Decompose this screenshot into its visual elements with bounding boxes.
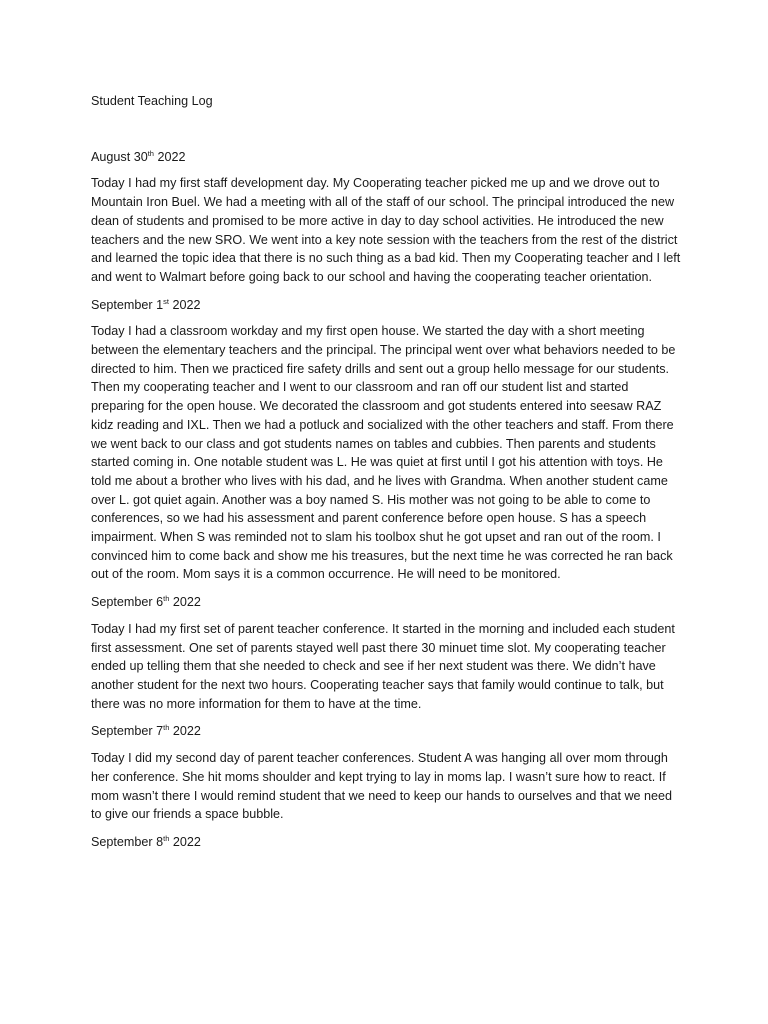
entry-date: September 7th 2022 (91, 723, 201, 739)
entry-date: September 6th 2022 (91, 594, 201, 610)
entry-body: Today I had a classroom workday and my first open house. We started the day with a short meeting between the elementary teachers and the principal. The principal went over what behaviors needed to be directed to him. Then we practiced fire safety drills and sent out a group hello message for our students. Then my cooperating teacher and I went to our classroom and ran off our student list and started preparing for the open house. We decorated the classroom and got students entered into seesaw RAZ kidz reading and IXL. Then we had a potluck and socialized with the other teachers and staff. From there we went back to our class and got students names on tables and cubbies. Then parents and students started coming in. One notable student was L. He was quiet at first until I got his attention with toys. He told me about a brother who lives with his dad, and he lives with Grandma. When another student came over L. got quiet again. Another was a boy named S. His mother was not going to be able to come to conferences, so we had his assessment and parent conference before open house. S has a speech impairment. When S was reminded not to slam his toolbox shut he got upset and ran out of the room. I convinced him to come back and show me his treasures, but the next time he was corrected he ran back out of the room. Mom says it is a common occurrence. He will need to be monitored. (91, 324, 676, 582)
entry-date: August 30th 2022 (91, 148, 186, 164)
entry-date: September 1st 2022 (91, 296, 201, 312)
entry-body: Today I had my first set of parent teacher conference. It started in the morning and included each student first assessment. One set of parents stayed well past there 30 minuet time slot. My cooperating teacher ended up telling them that she needed to check and see if her next student was there. We didn’t have another student for the next two hours. Cooperating teacher says that family would continue to talk, but there was no more information for them to have at the time. (91, 621, 675, 711)
document-content (91, 92, 681, 860)
document-title: Student Teaching Log (91, 94, 213, 108)
entry-body: Today I had my first staff development day. My Cooperating teacher picked me up and we drove out to Mountain Iron Buel. We had a meeting with all of the staff of our school. The principal introduced the new dean of students and promised to be more active in day to day school activities. He introduced the new teachers and the new SRO. We went into a key note session with the teachers from the rest of the district and learned the topic idea that there is no such thing as a bad kid. Then my Cooperating teacher and I left and went to Walmart before going back to our school and having the cooperating teacher orientation. (91, 176, 681, 284)
entry-body: Today I did my second day of parent teacher conferences. Student A was hanging all over mom through her conference. She hit moms shoulder and kept trying to lay in moms lap. I wasn’t sure how to react. If mom wasn’t there I would remind student that we need to keep our hands to ourselves and that we need to give our friends a space bubble. (91, 751, 673, 822)
entry-date: September 8th 2022 (91, 833, 201, 849)
